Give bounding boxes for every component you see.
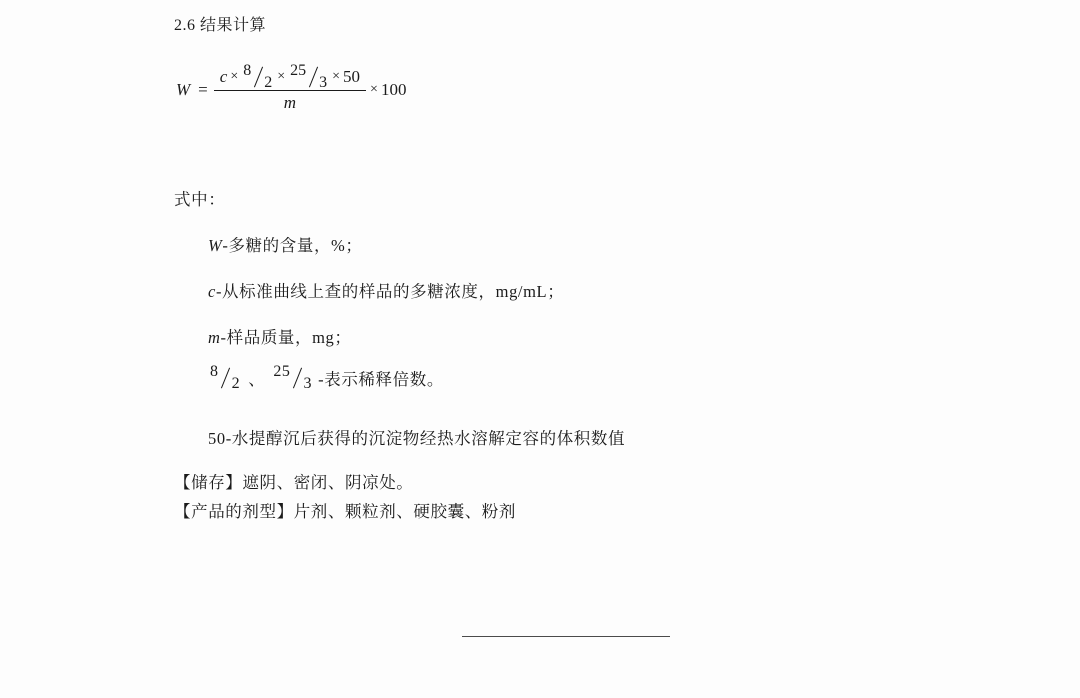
definition-text-c: -从标准曲线上查的样品的多糖浓度，mg/mL； [215, 282, 565, 301]
dilution-frac2-denominator: 3 [303, 375, 313, 392]
formula-value-50: 50 [343, 67, 361, 86]
slash-icon [220, 367, 231, 389]
formula-main-fraction [214, 62, 366, 113]
definition-c [208, 278, 564, 302]
formula-fraction-8-2 [241, 62, 274, 91]
definition-text-m: -样品质量，mg； [220, 328, 352, 347]
definition-symbol-c: c [208, 282, 216, 301]
storage-line: 【储存】遮阴、密闭、阴凉处。 [174, 473, 414, 492]
formula-numerator [214, 62, 366, 91]
dilution-frac1-denominator: 2 [231, 375, 241, 392]
dilution-fraction-25-3 [271, 363, 314, 392]
section-heading [174, 12, 266, 35]
definition-W [208, 232, 363, 256]
formula-times-3: × [332, 69, 341, 84]
formula-times-1: × [230, 69, 239, 84]
formula-equals: = [198, 79, 208, 99]
dilution-separator: 、 [248, 370, 266, 389]
section-title: 结果计算 [200, 17, 267, 34]
dilution-fraction-8-2 [208, 363, 242, 392]
formula-tail-times: × [370, 81, 378, 97]
formula-frac1-numerator: 8 [243, 62, 252, 79]
formula-tail-value: 100 [380, 79, 407, 99]
formula-tail [370, 80, 406, 100]
dilution-line [208, 363, 444, 392]
formula-fraction-25-3 [288, 62, 329, 91]
formula-frac2-denominator: 3 [319, 74, 328, 91]
formula-frac2-numerator: 25 [290, 62, 307, 79]
formula-c-variable: c [219, 67, 228, 86]
slash-icon [252, 66, 263, 88]
section-number: 2.6 [174, 17, 196, 34]
volume-line: 50-水提醇沉后获得的沉淀物经热水溶解定容的体积数值 [208, 429, 626, 448]
formula-frac1-denominator: 2 [264, 74, 273, 91]
definition-text-W: -多糖的含量，%； [222, 236, 363, 255]
dilution-frac2-numerator: 25 [273, 363, 291, 380]
definition-symbol-W: W [208, 236, 223, 255]
formula-denominator: m [283, 93, 297, 112]
slash-icon [307, 66, 318, 88]
dilution-frac1-numerator: 8 [210, 363, 219, 380]
formula-block [176, 62, 407, 113]
definition-m [208, 324, 352, 348]
definition-symbol-m: m [208, 328, 221, 347]
formula-result-variable: W [176, 79, 191, 99]
formula-times-2: × [277, 69, 286, 84]
dosage-line: 【产品的剂型】片剂、颗粒剂、硬胶囊、粉剂 [174, 502, 516, 521]
slash-icon [292, 367, 303, 389]
where-label: 式中： [174, 190, 226, 209]
dilution-text: -表示稀释倍数。 [318, 370, 444, 389]
horizontal-rule [462, 636, 670, 637]
